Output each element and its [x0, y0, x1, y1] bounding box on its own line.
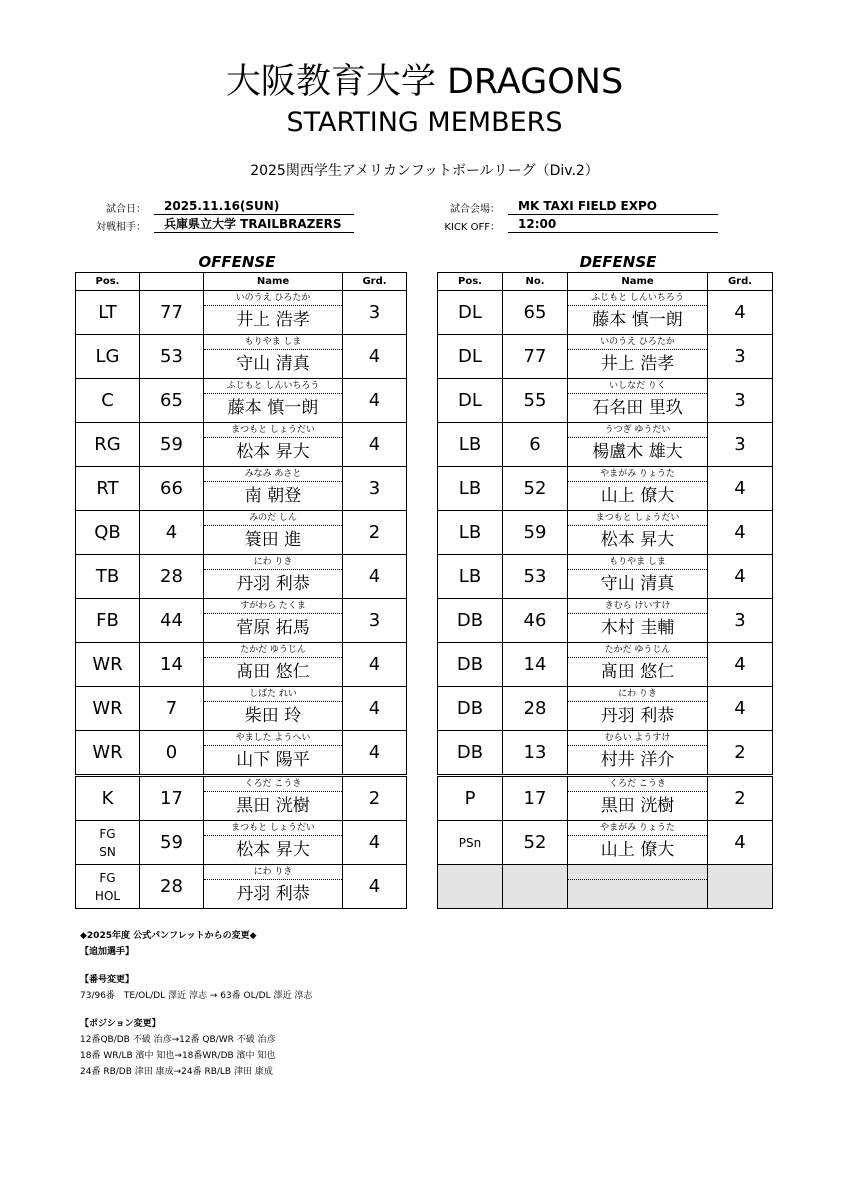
player-name: 髙田 悠仁 — [600, 662, 675, 682]
col-header: Pos. — [76, 273, 140, 291]
player-name: 黒田 洸樹 — [236, 796, 310, 816]
name-kana: まつもと しょうだい — [204, 821, 342, 836]
player-name: 菅原 拓馬 — [236, 618, 310, 638]
player-row — [76, 687, 407, 731]
player-name: 松本 昇大 — [236, 840, 310, 860]
name-cell — [568, 379, 708, 423]
name-kana: すがわら たくま — [204, 599, 342, 614]
player-name: 柴田 玲 — [244, 706, 302, 726]
jersey-number: 28 — [503, 687, 568, 731]
empty-row — [438, 865, 773, 909]
date-row — [76, 198, 354, 215]
position-label: LB — [458, 566, 482, 587]
jersey-number: 6 — [503, 423, 568, 467]
position-label: LB — [458, 522, 482, 543]
position-cell — [76, 865, 140, 909]
position-label: DB — [456, 654, 484, 675]
position-cell — [438, 821, 503, 865]
grade-cell: 3 — [708, 599, 773, 643]
player-row — [438, 379, 773, 423]
player-row — [438, 555, 773, 599]
jersey-number: 17 — [140, 776, 204, 821]
player-name: 山上 僚大 — [600, 486, 675, 506]
player-row — [438, 643, 773, 687]
jersey-number: 13 — [503, 731, 568, 776]
player-row — [76, 467, 407, 511]
jersey-number: 59 — [140, 423, 204, 467]
position-label: WR — [92, 698, 123, 719]
player-row — [76, 511, 407, 555]
player-row — [76, 643, 407, 687]
number-change-label: 【番号変更】 — [80, 975, 135, 985]
grade-cell: 4 — [343, 423, 407, 467]
venue-row — [430, 198, 718, 215]
name-kana: きむら けいすけ — [568, 599, 707, 614]
player-row — [438, 776, 773, 821]
jersey-number: 77 — [503, 335, 568, 379]
team-title: 大阪教育大学 DRAGONS — [225, 62, 624, 102]
position-label: FG — [99, 826, 116, 841]
opponent-label: 対戦相手： — [96, 222, 146, 233]
grade-cell: 4 — [343, 555, 407, 599]
position-change-item: 18番 WR/LB 濱中 知也→18番WR/DB 濱中 知也 — [80, 1051, 276, 1061]
position-label: WR — [92, 654, 123, 675]
position-label: LB — [458, 478, 482, 499]
player-name: 井上 浩孝 — [236, 310, 310, 330]
player-name: 山上 僚大 — [600, 840, 675, 860]
player-name: 藤本 慎一朗 — [227, 398, 319, 418]
date-value: 2025.11.16(SUN) — [154, 198, 354, 215]
player-row — [76, 731, 407, 776]
position-label: QB — [94, 522, 121, 543]
venue-value: MK TAXI FIELD EXPO — [508, 198, 718, 215]
player-name: 藤本 慎一朗 — [592, 310, 683, 330]
name-kana: もりやま しま — [568, 555, 707, 570]
name-kana: ふじもと しんいちろう — [568, 291, 707, 306]
position-cell — [76, 379, 140, 423]
jersey-number: 4 — [140, 511, 204, 555]
position-label: K — [101, 788, 114, 809]
name-cell — [568, 335, 708, 379]
name-kana: にわ りき — [204, 865, 342, 880]
name-cell — [204, 821, 343, 865]
position-cell — [76, 599, 140, 643]
grade-cell: 2 — [708, 776, 773, 821]
position-label: WR — [92, 742, 123, 763]
venue-label: 試合会場： — [450, 204, 500, 215]
col-header: Pos. — [438, 273, 503, 291]
name-kana: くろだ こうき — [204, 777, 342, 792]
col-header — [140, 273, 204, 291]
name-kana: いのうえ ひろたか — [568, 335, 707, 350]
name-cell — [204, 423, 343, 467]
position-cell — [76, 291, 140, 335]
name-cell — [204, 599, 343, 643]
jersey-number: 53 — [140, 335, 204, 379]
player-name: 簑田 進 — [244, 530, 302, 550]
name-kana: ふじもと しんいちろう — [204, 379, 342, 394]
position-cell — [438, 687, 503, 731]
position-label: RT — [96, 478, 119, 499]
jersey-number: 65 — [140, 379, 204, 423]
name-cell — [568, 423, 708, 467]
position-cell — [438, 643, 503, 687]
position-label: FG — [99, 870, 116, 885]
jersey-number: 52 — [503, 821, 568, 865]
jersey-number: 14 — [503, 643, 568, 687]
player-row — [76, 599, 407, 643]
changes-notes — [80, 928, 312, 1080]
grade-cell: 4 — [343, 687, 407, 731]
jersey-number: 14 — [140, 643, 204, 687]
name-kana: もりやま しま — [204, 335, 342, 350]
name-cell — [568, 821, 708, 865]
position-label: RG — [94, 434, 121, 455]
position-label: LT — [98, 302, 117, 323]
opponent-row — [76, 216, 354, 233]
name-kana: やまがみ りょうた — [568, 821, 707, 836]
position-label: LG — [95, 346, 120, 367]
position-label: DL — [458, 346, 482, 367]
grade-cell: 4 — [708, 555, 773, 599]
jersey-number: 46 — [503, 599, 568, 643]
position-label: LB — [458, 434, 482, 455]
player-name: 守山 清真 — [236, 354, 310, 374]
grade-cell: 4 — [708, 821, 773, 865]
player-row — [76, 379, 407, 423]
player-name: 丹羽 利恭 — [600, 706, 675, 726]
position-label: DB — [456, 610, 484, 631]
name-cell — [204, 511, 343, 555]
position-label: P — [464, 788, 476, 809]
player-name: 髙田 悠仁 — [236, 662, 310, 682]
grade-cell: 3 — [343, 467, 407, 511]
name-cell — [204, 467, 343, 511]
player-name: 守山 清真 — [600, 574, 675, 594]
name-kana: いのうえ ひろたか — [204, 291, 342, 306]
grade-cell: 4 — [708, 291, 773, 335]
jersey-number: 65 — [503, 291, 568, 335]
jersey-number: 28 — [140, 555, 204, 599]
position-change-item: 12番QB/DB 不破 治彦→12番 QB/WR 不破 治彦 — [80, 1035, 276, 1045]
name-kana: やまがみ りょうた — [568, 467, 707, 482]
name-kana: みなみ あさと — [204, 467, 342, 482]
player-name: 村井 洋介 — [600, 750, 675, 770]
grade-cell: 4 — [343, 865, 407, 909]
kickoff-value: 12:00 — [508, 216, 718, 233]
player-row — [438, 821, 773, 865]
col-header: Grd. — [343, 273, 407, 291]
name-cell — [204, 865, 343, 909]
name-cell — [568, 291, 708, 335]
name-kana: くろだ こうき — [568, 777, 707, 792]
kickoff-row — [430, 216, 718, 233]
position-label: DB — [456, 698, 484, 719]
position-cell — [438, 776, 503, 821]
name-kana: いしなだ りく — [568, 379, 707, 394]
name-kana: やました ようへい — [204, 731, 342, 746]
grade-cell: 4 — [343, 379, 407, 423]
col-header: Name — [568, 273, 708, 291]
jersey-number: 59 — [140, 821, 204, 865]
grade-cell: 3 — [708, 379, 773, 423]
opponent-value: 兵庫県立大学 TRAILBRAZERS — [154, 216, 354, 233]
name-kana: うつぎ ゆうだい — [568, 423, 707, 438]
position-cell — [76, 423, 140, 467]
player-row — [438, 511, 773, 555]
player-row — [438, 335, 773, 379]
player-name: 山下 陽平 — [236, 750, 310, 770]
position-cell — [438, 731, 503, 776]
player-name: 井上 浩孝 — [600, 354, 675, 374]
player-name: 南 朝登 — [244, 486, 302, 506]
position-cell — [438, 467, 503, 511]
name-cell — [568, 511, 708, 555]
player-row — [438, 423, 773, 467]
name-cell — [204, 555, 343, 599]
player-row — [76, 423, 407, 467]
defense-table — [437, 272, 773, 909]
position-label: TB — [95, 566, 120, 587]
grade-cell: 4 — [343, 731, 407, 776]
player-name: 丹羽 利恭 — [236, 574, 310, 594]
position-label: DB — [456, 742, 484, 763]
name-cell — [204, 731, 343, 776]
player-name: 丹羽 利恭 — [236, 884, 310, 904]
number-change-item: 73/96番 TE/OL/DL 澤近 淳志 → 63番 OL/DL 澤近 淳志 — [80, 991, 313, 1001]
jersey-number: 44 — [140, 599, 204, 643]
player-name: 松本 昇大 — [600, 530, 675, 550]
name-cell — [204, 291, 343, 335]
notes-title: ◆2025年度 公式パンフレットからの変更◆ — [80, 931, 257, 941]
name-cell — [568, 555, 708, 599]
player-name: 木村 圭輔 — [600, 618, 675, 638]
position-cell — [438, 335, 503, 379]
player-row — [76, 335, 407, 379]
jersey-number: 28 — [140, 865, 204, 909]
name-cell — [568, 687, 708, 731]
name-cell — [204, 643, 343, 687]
player-row — [76, 291, 407, 335]
name-cell — [204, 687, 343, 731]
position-cell — [438, 379, 503, 423]
name-kana: にわ りき — [204, 555, 342, 570]
position-cell — [76, 643, 140, 687]
player-row — [76, 776, 407, 821]
position-label: SN — [99, 844, 116, 859]
grade-cell: 3 — [708, 423, 773, 467]
position-label: HOL — [94, 888, 121, 903]
name-cell — [568, 467, 708, 511]
grade-cell: 3 — [343, 599, 407, 643]
player-row — [438, 687, 773, 731]
position-label: FB — [96, 610, 119, 631]
name-kana: たかだ ゆうじん — [568, 643, 707, 658]
kickoff-label: KICK OFF： — [444, 222, 500, 233]
player-row — [438, 291, 773, 335]
name-kana: まつもと しょうだい — [204, 423, 342, 438]
position-cell — [76, 467, 140, 511]
grade-cell: 2 — [343, 776, 407, 821]
name-kana: しばた れい — [204, 687, 342, 702]
name-cell — [204, 776, 343, 821]
col-header: Grd. — [708, 273, 773, 291]
grade-cell: 4 — [708, 511, 773, 555]
position-cell — [76, 821, 140, 865]
position-cell — [438, 291, 503, 335]
grade-cell: 2 — [708, 731, 773, 776]
player-name: 黒田 洸樹 — [600, 796, 675, 816]
player-row — [76, 821, 407, 865]
jersey-number: 7 — [140, 687, 204, 731]
position-cell — [438, 423, 503, 467]
offense-table — [75, 272, 407, 909]
grade-cell: 4 — [343, 643, 407, 687]
name-cell — [204, 379, 343, 423]
position-label: DL — [458, 302, 482, 323]
defense-title: DEFENSE — [579, 253, 657, 271]
player-name: 楊盧木 雄大 — [592, 442, 683, 462]
player-row — [438, 731, 773, 776]
player-row — [438, 467, 773, 511]
jersey-number: 53 — [503, 555, 568, 599]
name-kana: たかだ ゆうじん — [204, 643, 342, 658]
position-cell — [438, 599, 503, 643]
col-header: Name — [204, 273, 343, 291]
grade-cell: 4 — [343, 335, 407, 379]
name-cell — [204, 335, 343, 379]
player-row — [76, 555, 407, 599]
position-cell — [438, 555, 503, 599]
position-cell — [438, 511, 503, 555]
jersey-number: 0 — [140, 731, 204, 776]
jersey-number: 55 — [503, 379, 568, 423]
name-cell — [568, 599, 708, 643]
position-change-label: 【ポジション変更】 — [80, 1019, 161, 1029]
jersey-number: 59 — [503, 511, 568, 555]
position-cell — [76, 731, 140, 776]
position-cell — [76, 776, 140, 821]
position-cell — [76, 687, 140, 731]
player-name: 松本 昇大 — [236, 442, 310, 462]
page-subtitle: STARTING MEMBERS — [286, 107, 563, 138]
added-players-label: 【追加選手】 — [80, 947, 135, 957]
grade-cell: 4 — [708, 643, 773, 687]
name-cell — [568, 643, 708, 687]
grade-cell: 4 — [708, 467, 773, 511]
date-label: 試合日： — [106, 204, 146, 215]
player-name: 石名田 里玖 — [592, 398, 683, 418]
grade-cell: 3 — [708, 335, 773, 379]
position-label: C — [101, 390, 114, 411]
player-row — [76, 865, 407, 909]
grade-cell: 3 — [343, 291, 407, 335]
position-cell — [76, 511, 140, 555]
name-kana: むらい ようすけ — [568, 731, 707, 746]
position-cell — [76, 555, 140, 599]
grade-cell: 4 — [343, 821, 407, 865]
position-label: DL — [458, 390, 482, 411]
offense-title: OFFENSE — [198, 253, 276, 271]
name-kana: にわ りき — [568, 687, 707, 702]
name-cell — [568, 776, 708, 821]
league-name: 2025関西学生アメリカンフットボールリーグ（Div.2） — [250, 163, 599, 179]
position-change-item: 24番 RB/DB 津田 康成→24番 RB/LB 津田 康成 — [80, 1067, 273, 1077]
jersey-number: 77 — [140, 291, 204, 335]
player-row — [438, 599, 773, 643]
jersey-number: 66 — [140, 467, 204, 511]
name-kana: みのだ しん — [204, 511, 342, 526]
grade-cell: 2 — [343, 511, 407, 555]
name-cell — [568, 731, 708, 776]
position-label: PSn — [458, 835, 482, 850]
col-header: No. — [503, 273, 568, 291]
jersey-number: 17 — [503, 776, 568, 821]
name-kana: まつもと しょうだい — [568, 511, 707, 526]
position-cell — [76, 335, 140, 379]
grade-cell: 4 — [708, 687, 773, 731]
jersey-number: 52 — [503, 467, 568, 511]
